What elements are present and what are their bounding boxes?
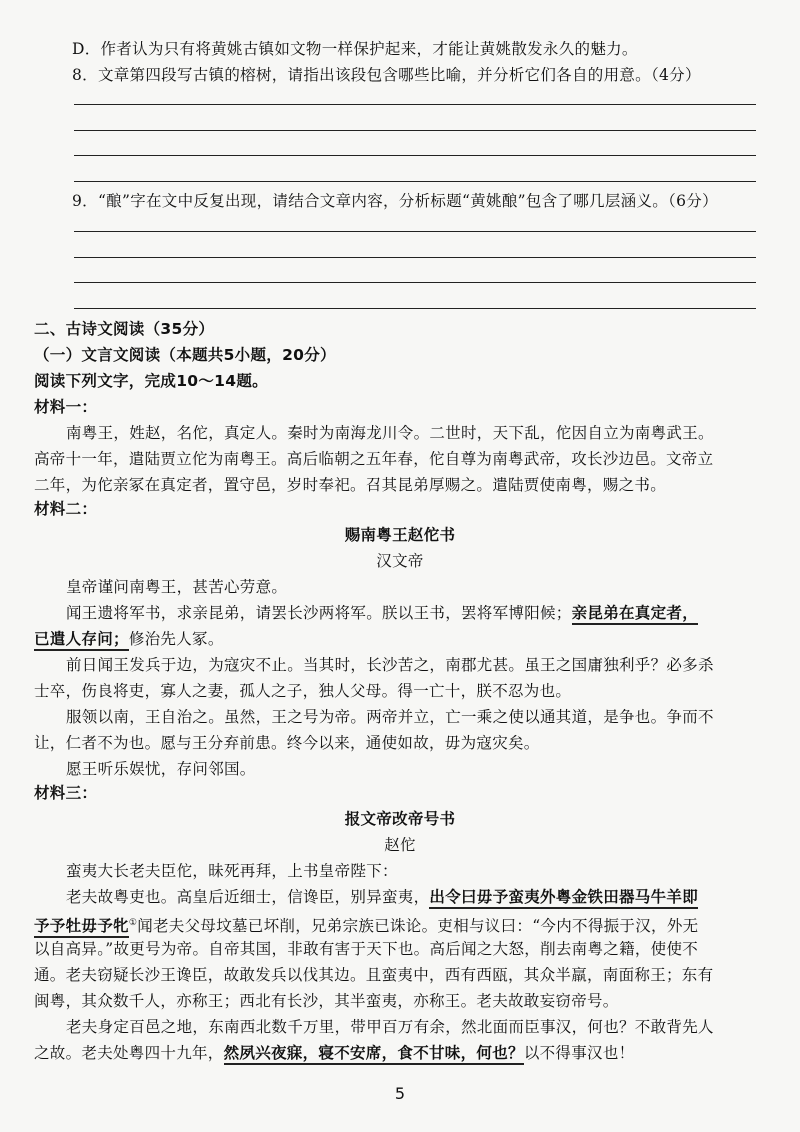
underlined-text: 予予牡毋予牝	[34, 916, 129, 938]
passage-line: 士卒，伤良将吏，寡人之妻，孤人之子，独人父母。得一亡十，朕不忍为也。	[34, 682, 572, 700]
material-2-title: 赐南粤王赵佗书	[344, 525, 456, 544]
passage-line: 让，仁者不为也。愿与王分弃前患。终今以来，通使如故，毋为寇灾矣。	[34, 734, 540, 752]
option-d: D．作者认为只有将黄姚古镇如文物一样保护起来，才能让黄姚散发永久的魅力。	[72, 40, 638, 58]
passage-line: 蛮夷大长老夫臣佗，昧死再拜，上书皇帝陛下：	[66, 862, 398, 880]
passage-line: 南粤王，姓赵，名佗，真定人。秦时为南海龙川令。二世时，天下乱，佗因自立为南粤武王。	[66, 424, 714, 442]
material-2-author: 汉文帝	[376, 552, 424, 570]
answer-line[interactable]	[74, 130, 756, 131]
question-9: 9．“酿”字在文中反复出现，请结合文章内容，分析标题“黄姚酿”包含了哪几层涵义。（6分）	[72, 192, 718, 210]
passage-line: 高帝十一年，遣陆贾立佗为南粤王。高后临朝之五年春，佗自尊为南粤武帝，攻长沙边邑。文帝立	[34, 450, 714, 468]
answer-line[interactable]	[74, 282, 756, 283]
passage-line	[66, 602, 698, 624]
passage-line: 前日闻王发兵于边，为寇灾不止。当其时，长沙苦之，南郡尤甚。虽王之国庸独利乎？必多杀	[66, 656, 714, 674]
passage-line	[34, 628, 224, 650]
passage-line: 皇帝谨问南粤王，甚苦心劳意。	[66, 578, 288, 596]
material-1-label: 材料一：	[34, 398, 98, 416]
passage-line	[66, 886, 698, 908]
passage-line: 通。老夫窃疑长沙王谗臣，故敢发兵以伐其边。且蛮夷中，西有西瓯，其众半羸，南面称王；东有	[34, 966, 714, 984]
question-8: 8．文章第四段写古镇的榕树，请指出该段包含哪些比喻，并分析它们各自的用意。（4分）	[72, 66, 701, 84]
underlined-text: 已遣人存问；	[34, 629, 129, 651]
sub-heading: （一）文言文阅读（本题共5小题，20分）	[34, 346, 336, 364]
passage-line: 老夫身定百邑之地，东南西北数千万里，带甲百万有余，然北面而臣事汉，何也？不敢背先人	[66, 1018, 714, 1036]
passage-line: 二年，为佗亲冢在真定者，置守邑，岁时奉祀。召其昆弟厚赐之。遣陆贾使南粤，赐之书。	[34, 476, 667, 494]
page-number: 5	[394, 1084, 406, 1103]
passage-text: 闻王遗将军书，求亲昆弟，请罢长沙两将军。朕以王书，罢将军博阳候；	[66, 604, 572, 622]
section-heading: 二、古诗文阅读（35分）	[34, 320, 215, 338]
instruction: 阅读下列文字，完成10～14题。	[34, 372, 268, 390]
passage-text: 修治先人冢。	[128, 630, 224, 648]
underlined-text: 出令曰毋予蛮夷外粤金铁田器马牛羊即	[429, 887, 698, 909]
passage-text: 闻老夫父母坟墓已坏削，兄弟宗族已诛论。吏相与议曰：“今内不得振于汉，外无	[137, 917, 699, 936]
passage-text: 之故。老夫处粤四十九年，	[34, 1044, 224, 1062]
passage-line: 服领以南，王自治之。虽然，王之号为帝。两帝并立，亡一乘之使以通其道，是争也。争而不	[66, 708, 714, 726]
answer-line[interactable]	[74, 104, 756, 105]
passage-text: 老夫故粤吏也。高皇后近细士，信谗臣，别异蛮夷，	[66, 888, 430, 906]
passage-line: 闽粤，其众数千人，亦称王；西北有长沙，其半蛮夷，亦称王。老夫故敢妄窃帝号。	[34, 992, 619, 1010]
underlined-text: 亲昆弟在真定者，	[572, 603, 698, 625]
answer-line[interactable]	[74, 155, 756, 156]
answer-line[interactable]	[74, 181, 756, 182]
answer-line[interactable]	[74, 308, 756, 309]
footnote-marker: ①	[128, 918, 138, 928]
material-3-title: 报文帝改帝号书	[344, 809, 456, 828]
underlined-text: 然夙兴夜寐，寝不安席，食不甘味，何也？	[224, 1043, 524, 1065]
material-3-label: 材料三：	[34, 784, 98, 802]
material-2-label: 材料二：	[34, 500, 98, 518]
passage-line	[34, 912, 698, 937]
passage-line: 以自高异。”故更号为帝。自帝其国，非敢有害于天下也。高后闻之大怒，削去南粤之籍，使使不	[34, 940, 699, 958]
passage-line	[34, 1042, 634, 1064]
material-3-author: 赵佗	[384, 836, 416, 854]
answer-line[interactable]	[74, 231, 756, 232]
passage-line: 愿王听乐娱忧，存问邻国。	[66, 760, 256, 778]
answer-line[interactable]	[74, 257, 756, 258]
passage-text: 以不得事汉也！	[523, 1044, 635, 1062]
